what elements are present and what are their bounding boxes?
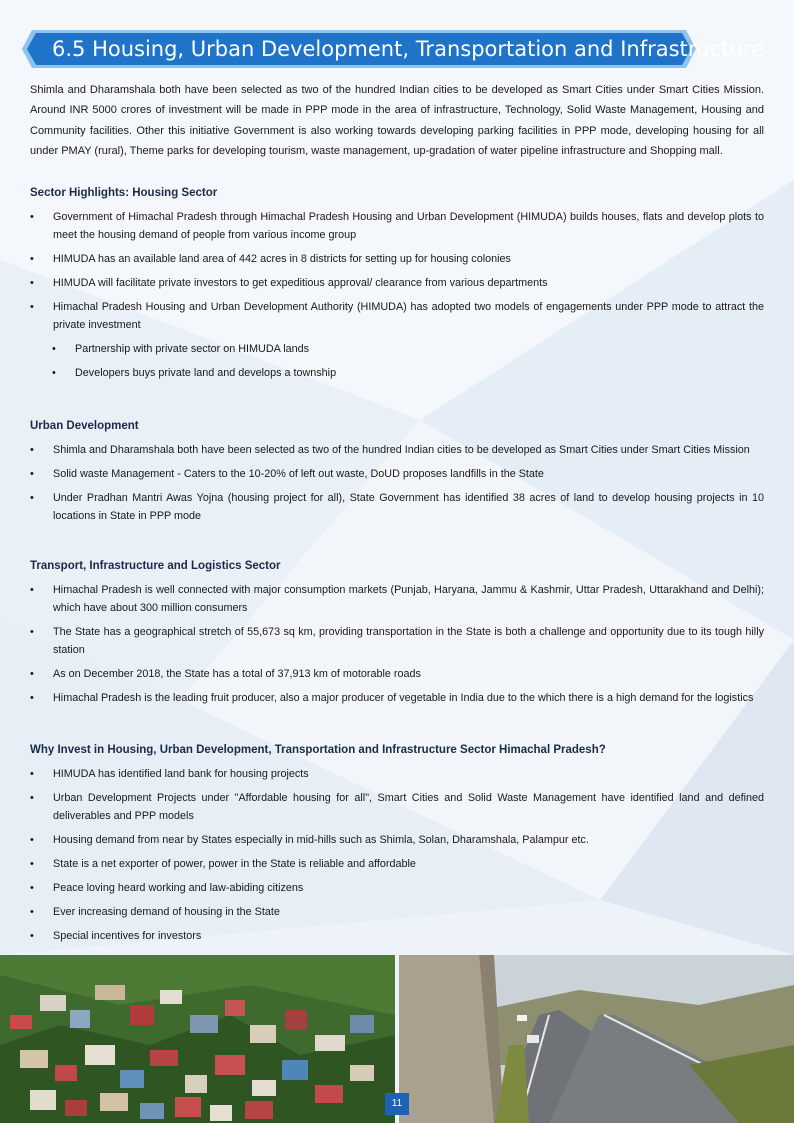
section-heading: Why Invest in Housing, Urban Development, Transportation and Infrastructure Sector Himachal Pradesh? bbox=[30, 744, 606, 756]
list-item: • Himachal Pradesh Housing and Urban Development Authority (HIMUDA) has adopted two models of engagements under PPP mode to attract the private investment bbox=[30, 298, 764, 334]
section-heading: Sector Highlights: Housing Sector bbox=[30, 187, 218, 199]
section-transport bbox=[30, 557, 764, 713]
page-title: 6.5 Housing, Urban Development, Transportation and Infrastructure bbox=[52, 37, 764, 61]
list-item: • As on December 2018, the State has a total of 37,913 km of motorable roads bbox=[30, 665, 764, 683]
list-item: • Urban Development Projects under "Affordable housing for all", Smart Cities and Solid Waste Management have identified land and defined deliverables and PPP models bbox=[30, 789, 764, 825]
list-item: • Himachal Pradesh is the leading fruit producer, also a major producer of vegetable in India due to the which there is a high demand for the logistics bbox=[30, 689, 764, 707]
section-urban-development bbox=[30, 417, 764, 531]
list-item: • Himachal Pradesh is well connected with major consumption markets (Punjab, Haryana, Jammu & Kashmir, Uttar Pradesh, Uttarakhand and Delhi); which have about 300 million consumers bbox=[30, 581, 764, 617]
town-hillside-photo bbox=[0, 955, 395, 1123]
intro-paragraph: Shimla and Dharamshala both have been selected as two of the hundred Indian cities to be developed as Smart Cities under Smart Cities Mission. Around INR 5000 crores of investment will be made in PPP mode in the area of infrastructure, Technology, Solid Waste Management, Housing and Community facilities. Other this initiative Government is also working towards developing parking facilities in PPP mode, developing housing for all under PMAY (rural), Theme parks for developing tourism, waste management, up-gradation of water pipeline infrastructure and Shopping mall. bbox=[30, 84, 764, 157]
list-item: • Under Pradhan Mantri Awas Yojna (housing project for all), State Government has identified 38 acres of land to develop housing projects in 10 locations in State in PPP mode bbox=[30, 489, 764, 525]
list-item: • HIMUDA has an available land area of 442 acres in 8 districts for setting up for housing colonies bbox=[30, 250, 764, 268]
title-banner bbox=[22, 28, 764, 70]
section-heading: Urban Development bbox=[30, 420, 139, 432]
list-item: • State is a net exporter of power, power in the State is reliable and affordable bbox=[30, 855, 764, 873]
page-number: 11 bbox=[385, 1093, 409, 1115]
list-item: • HIMUDA has identified land bank for housing projects bbox=[30, 765, 764, 783]
sub-list-item: • Developers buys private land and develops a township bbox=[30, 364, 764, 382]
highway-photo bbox=[399, 955, 794, 1123]
list-item: • HIMUDA will facilitate private investors to get expeditious approval/ clearance from various departments bbox=[30, 274, 764, 292]
list-item: • The State has a geographical stretch of 55,673 sq km, providing transportation in the State is both a challenge and opportunity due to its tough hilly station bbox=[30, 623, 764, 659]
list-item: • Solid waste Management - Caters to the 10-20% of left out waste, DoUD proposes landfills in the State bbox=[30, 465, 764, 483]
section-housing bbox=[30, 184, 764, 388]
section-why-invest bbox=[30, 741, 764, 951]
list-item: • Peace loving heard working and law-abiding citizens bbox=[30, 879, 764, 897]
list-item: • Special incentives for investors bbox=[30, 927, 764, 945]
sub-list-item: • Partnership with private sector on HIMUDA lands bbox=[30, 340, 764, 358]
list-item: • Ever increasing demand of housing in the State bbox=[30, 903, 764, 921]
list-item: • Shimla and Dharamshala both have been selected as two of the hundred Indian cities to be developed as Smart Cities under Smart Cities Mission bbox=[30, 441, 764, 459]
list-item: • Housing demand from near by States especially in mid-hills such as Shimla, Solan, Dharamshala, Palampur etc. bbox=[30, 831, 764, 849]
section-heading: Transport, Infrastructure and Logistics Sector bbox=[30, 560, 281, 572]
list-item: • Government of Himachal Pradesh through Himachal Pradesh Housing and Urban Development (HIMUDA) builds houses, flats and develop plots to meet the housing demand of people from various income group bbox=[30, 208, 764, 244]
